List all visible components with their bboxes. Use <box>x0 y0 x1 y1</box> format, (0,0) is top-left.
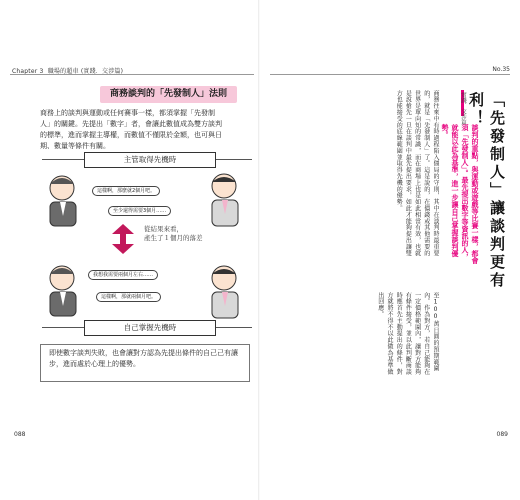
section-title: 商務談判的「先發制人」法則 <box>100 86 237 103</box>
gap-note-line-1: 從結果來看， <box>144 225 183 233</box>
chapter-number: Chapter 3 <box>12 68 44 75</box>
summary-box: 即使數字談判失敗，也會讓對方認為先提出條件的自己己有讓步，進而處於心理上的優勢。 <box>40 344 250 382</box>
chapter-title: 職場的超車 <box>47 68 79 75</box>
right-page <box>260 0 520 500</box>
category-tag: 實踐．交涉篇 <box>460 92 466 125</box>
header-rule <box>10 74 254 75</box>
page-number-right: 089 <box>496 431 508 438</box>
speech-bubble: 這樣啊，那麼就2個月吧。 <box>92 186 160 196</box>
speech-bubble: 這樣啊，那就兩個月吧。 <box>96 292 161 302</box>
boss-figure <box>40 172 88 228</box>
employee-figure <box>200 262 248 320</box>
article-title: 「先發制人」讓談判更有利！ <box>467 92 506 290</box>
body-text: 商務往來中有時過程陷入僵局的守則，其中在談判時最重要的，就是「先發制人」了。這是說的，在價錢或其他需要的世界是單向知的常識，而在商場上也是如此相當有效，也就是說搶先一旦在談判中最先提出要求，如此才能夠提出讓雙方也能接受的底線範圍並取得先機的優勢。 <box>395 90 439 257</box>
top-caption: 主管取得先機時 <box>84 152 216 168</box>
gap-note <box>144 225 203 243</box>
chapter-sub: (實踐．交涉篇) <box>80 68 124 75</box>
employee-figure <box>200 170 248 228</box>
speech-bubble: 至少還得需要3個月…… <box>108 206 171 216</box>
page-number-left: 088 <box>14 431 26 438</box>
boss-figure <box>40 262 88 318</box>
speech-bubble: 我想我需要兩個月左右…… <box>88 270 158 280</box>
body-text: 至100萬日圓的預期範圍內。作為對方，若自己能夠在一定價格範圍內，讓對方能夠有條件接受，並以此判斷商談時應首先主動提出的條件，對方就將不得不以此做為基準做出回應。 <box>376 292 439 376</box>
header-rule <box>270 74 510 75</box>
bottom-caption: 自己掌握先機時 <box>84 320 216 336</box>
double-arrow-icon <box>112 224 134 254</box>
intro-paragraph: 商務上的談判與運動或任何賽事一樣，都須掌握「先發制人」的關鍵。先提出「數字」者，會讓此數值成為雙方談判的標準，進而掌握主導權，而數值不僅限於金額，也可與日期、數量等條件有關。 <box>40 109 222 150</box>
item-number: No.35 <box>492 66 510 73</box>
gap-note-line-2: 產生了１個月的落差 <box>144 234 203 242</box>
article-subtitle: 談判的重點，與運動或遊戲等比賽一樣，都會須「先發制人」。最先提出數字等資訊的人，就能以此為基準，進一步讓自己掌握談判優勢。 <box>441 124 479 264</box>
